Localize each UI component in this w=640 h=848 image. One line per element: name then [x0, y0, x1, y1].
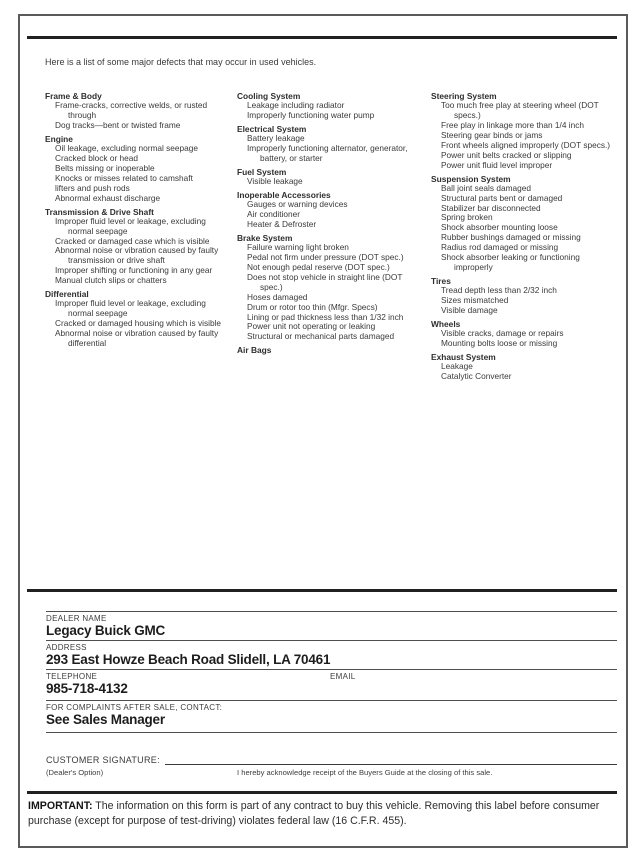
defect-item: Leakage — [441, 361, 473, 372]
defect-item-list — [237, 200, 423, 230]
defect-item: Shock absorber leaking or functioning improperly — [441, 252, 580, 272]
defect-item: Improperly functioning water pump — [247, 110, 375, 121]
defect-item: Not enough pedal reserve (DOT spec.) — [247, 261, 390, 272]
defect-section-title: Air Bags — [237, 345, 272, 356]
defect-item: Drum or rotor too thin (Mfgr. Specs) — [247, 301, 378, 312]
telephone-label: TELEPHONE — [46, 672, 98, 681]
email-field — [330, 670, 356, 681]
defect-section — [431, 174, 620, 273]
defect-item: Improper fluid level or leakage, excluding normal seepage — [55, 215, 206, 236]
defect-section-title: Transmission & Drive Shaft — [45, 206, 154, 217]
defect-item: Failure warning light broken — [247, 242, 349, 253]
defect-section-title: Steering System — [431, 91, 497, 101]
defect-item: Visible cracks, damage or repairs — [441, 328, 564, 339]
defect-section — [431, 319, 620, 349]
defect-item: Leakage including radiator — [247, 100, 345, 111]
defect-item: Belts missing or inoperable — [55, 162, 155, 173]
defect-item: Improper shifting or functioning in any gear — [55, 265, 213, 276]
defect-item-list — [45, 217, 228, 286]
defect-item: Cracked or damaged housing which is visible — [55, 318, 222, 329]
defect-section — [237, 167, 423, 187]
defect-section-title: Differential — [45, 289, 89, 300]
telephone-email-row — [46, 669, 617, 701]
defect-item: lifters and push rods — [55, 182, 130, 193]
defect-item-list — [431, 329, 620, 349]
defect-item: Ball joint seals damaged — [441, 182, 531, 193]
top-divider-rule — [27, 36, 617, 39]
defect-item-list — [237, 101, 423, 121]
defect-section-title: Cooling System — [237, 91, 301, 101]
defect-section — [237, 190, 423, 230]
important-label: IMPORTANT: — [28, 800, 93, 812]
defect-item: Oil leakage, excluding normal seepage — [55, 143, 198, 154]
intro-text: Here is a list of some major defects that may occur in used vehicles. — [45, 57, 317, 67]
defect-section-title: Tires — [431, 275, 451, 286]
defect-item: Too much free play at steering wheel (DOT specs.) — [441, 100, 599, 121]
defect-item: Power unit not operating or leaking — [247, 321, 376, 332]
defect-item-list — [237, 134, 423, 164]
defect-item: Tread depth less than 2/32 inch — [441, 285, 557, 296]
defect-item: Dog tracks—bent or twisted frame — [55, 120, 181, 131]
defect-section-title: Frame & Body — [45, 91, 102, 101]
defect-item: Spring broken — [441, 212, 493, 223]
defect-item: Hoses damaged — [247, 291, 308, 302]
important-notice — [28, 799, 614, 828]
defect-item: Stabilizer bar disconnected — [441, 202, 541, 213]
defects-list — [45, 91, 620, 385]
form-section-divider-rule — [27, 589, 617, 592]
address-value: 293 East Howze Beach Road Slidell, LA 70461 — [46, 652, 331, 667]
defect-item: Visible damage — [441, 304, 498, 315]
telephone-value: 985-718-4132 — [46, 681, 128, 696]
defect-item: Structural parts bent or damaged — [441, 192, 563, 203]
defect-section — [45, 289, 228, 349]
customer-signature-label: CUSTOMER SIGNATURE: — [46, 755, 160, 765]
defect-section — [431, 352, 620, 382]
complaints-value: See Sales Manager — [46, 712, 165, 727]
defect-item: Improper fluid level or leakage, excluding normal seepage — [55, 298, 206, 319]
defect-item: Catalytic Converter — [441, 370, 512, 381]
defect-section-title: Inoperable Accessories — [237, 190, 331, 201]
defect-item: Abnormal noise or vibration caused by faulty differential — [55, 328, 219, 348]
defect-item-list — [431, 101, 620, 170]
defect-item: Cracked block or head — [55, 153, 139, 164]
defect-section — [237, 345, 423, 355]
defect-item: Structural or mechanical parts damaged — [247, 331, 395, 342]
defect-item: Rubber bushings damaged or missing — [441, 232, 581, 243]
defect-item: Heater & Defroster — [247, 219, 317, 230]
email-label: EMAIL — [330, 672, 356, 681]
footer-divider-rule — [27, 791, 617, 794]
complaints-contact-field — [46, 700, 617, 733]
defect-section-title: Wheels — [431, 318, 461, 329]
customer-signature-block — [46, 755, 617, 778]
defect-item: Mounting bolts loose or missing — [441, 337, 558, 348]
defect-section-title: Brake System — [237, 232, 293, 243]
defect-item: Visible leakage — [247, 176, 303, 187]
defect-item: Power unit belts cracked or slipping — [441, 149, 572, 160]
address-label: ADDRESS — [46, 643, 87, 652]
defect-section — [45, 91, 228, 131]
defect-section — [431, 276, 620, 316]
defect-section — [431, 91, 620, 171]
defect-item: Free play in linkage more than 1/4 inch — [441, 120, 584, 131]
defect-item-list — [431, 286, 620, 316]
defect-section-title: Fuel System — [237, 166, 287, 177]
defect-item: Manual clutch slips or chatters — [55, 275, 167, 286]
defect-section — [45, 134, 228, 204]
defect-item-list — [45, 101, 228, 131]
defect-item-list — [45, 299, 228, 349]
telephone-field — [46, 670, 128, 696]
defect-section — [45, 207, 228, 287]
defect-item: Improperly functioning alternator, generator, battery, or starter — [247, 143, 408, 164]
dealer-name-label: DEALER NAME — [46, 614, 107, 623]
defect-item: Abnormal noise or vibration caused by faulty transmission or drive shaft — [55, 245, 219, 266]
defect-item: Shock absorber mounting loose — [441, 222, 558, 233]
defect-item-list — [45, 144, 228, 203]
defects-column-2 — [237, 91, 423, 385]
defect-section — [237, 233, 423, 342]
defect-item-list — [431, 184, 620, 273]
defect-item: Air conditioner — [247, 209, 301, 220]
defect-section-title: Electrical System — [237, 124, 307, 135]
defects-column-1 — [45, 91, 228, 385]
defect-item: Knocks or misses related to camshaft — [55, 172, 193, 183]
defect-item: Power unit fluid level improper — [441, 159, 553, 170]
dealer-name-field — [46, 611, 617, 641]
complaints-label: FOR COMPLAINTS AFTER SALE, CONTACT: — [46, 703, 223, 712]
address-field — [46, 640, 617, 670]
defect-section-title: Exhaust System — [431, 351, 496, 362]
defect-item: Sizes mismatched — [441, 295, 509, 306]
defect-item-list — [237, 243, 423, 342]
signature-line — [165, 755, 617, 765]
defect-item-list — [431, 362, 620, 382]
defect-item: Radius rod damaged or missing — [441, 242, 559, 253]
defect-item-list — [237, 177, 423, 187]
defect-item: Gauges or warning devices — [247, 199, 348, 210]
defect-item: Lining or pad thickness less than 1/32 inch — [247, 311, 404, 322]
defect-item: Steering gear binds or jams — [441, 129, 543, 140]
dealer-name-value: Legacy Buick GMC — [46, 623, 166, 638]
dealers-option-note: (Dealer's Option) — [46, 768, 104, 777]
defect-section — [237, 124, 423, 164]
defect-item: Does not stop vehicle in straight line (DOT spec.) — [247, 271, 403, 292]
defect-item: Battery leakage — [247, 133, 305, 144]
defect-item: Frame-cracks, corrective welds, or rusted through — [55, 100, 208, 121]
defects-column-3 — [431, 91, 620, 385]
defect-item: Front wheels aligned improperly (DOT specs.) — [441, 139, 611, 150]
defect-item: Abnormal exhaust discharge — [55, 192, 161, 203]
acknowledgment-text: I hereby acknowledge receipt of the Buyers Guide at the closing of this sale. — [237, 768, 493, 777]
defect-section — [237, 91, 423, 121]
important-text: The information on this form is part of any contract to buy this vehicle. Removing this label before consumer purchase (except for purpose of test-driving) violates federal law (16 C.F.R. 455). — [28, 800, 600, 827]
defect-section-title: Suspension System — [431, 173, 511, 184]
defect-item: Pedal not firm under pressure (DOT spec.) — [247, 252, 404, 263]
defect-section-title: Engine — [45, 133, 73, 144]
defect-item: Cracked or damaged case which is visible — [55, 235, 210, 246]
